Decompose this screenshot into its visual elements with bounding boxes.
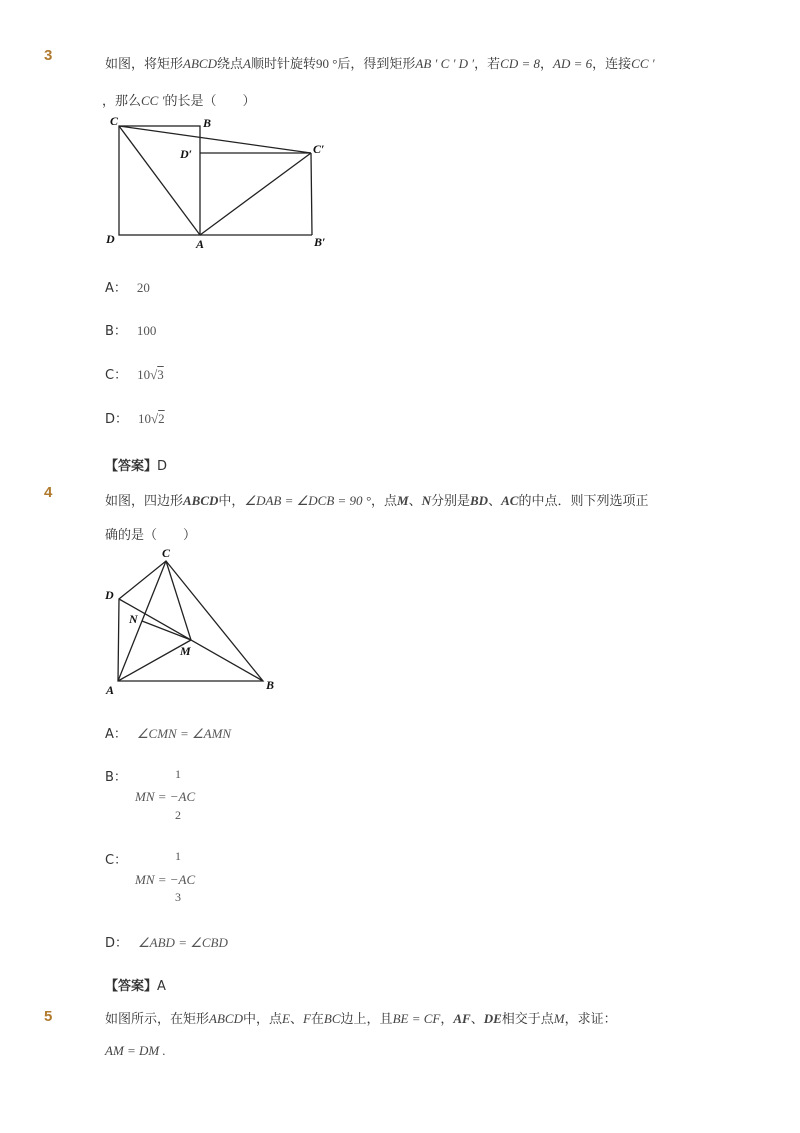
- answer: 【答案】D: [105, 459, 168, 474]
- label-C-prime: C′: [313, 142, 325, 156]
- label-N: N: [129, 612, 138, 626]
- quadrilateral-figure: [100, 543, 290, 698]
- label-B: B: [203, 116, 212, 130]
- fraction-expression: MN = −AC: [135, 789, 196, 804]
- label-B-prime: B′: [314, 235, 326, 249]
- option-c[interactable]: C：: [105, 853, 128, 868]
- answer: 【答案】A: [105, 979, 166, 994]
- label-D-prime: D′: [180, 147, 193, 161]
- question-text-line: 如图，四边形ABCD中，∠DAB = ∠DCB = 90 °，点M、N分别是BD、AC的中点．则下列选项正: [105, 493, 649, 509]
- label-A: A: [196, 237, 205, 251]
- option-d[interactable]: D： 10√2: [105, 411, 165, 427]
- option-c[interactable]: C： 10√3: [105, 367, 164, 383]
- fraction-denominator: 3: [175, 890, 181, 904]
- question-text-line: 如图所示，在矩形ABCD中，点E、F在BC边上，且BE = CF，AF、DE相交于点M，求证：: [105, 1011, 617, 1027]
- option-a[interactable]: A： ∠CMN = ∠AMN: [105, 726, 232, 742]
- label-C: C: [162, 546, 171, 560]
- question-text-line: AM = DM .: [105, 1043, 166, 1058]
- fraction-numerator: 1: [175, 767, 181, 781]
- label-C: C: [110, 114, 119, 128]
- option-d[interactable]: D： ∠ABD = ∠CBD: [105, 935, 228, 951]
- question-text-line: 如图，将矩形ABCD绕点A顺时针旋转90 °后，得到矩形AB ′ C ′ D ′，若CD = 8，AD = 6，连接CC ′: [105, 56, 655, 72]
- label-D: D: [106, 232, 115, 246]
- label-B: B: [266, 678, 275, 692]
- option-b[interactable]: B： 100: [105, 323, 157, 339]
- fraction-expression: MN = −AC: [135, 872, 196, 887]
- fraction-numerator: 1: [175, 849, 181, 863]
- question-number: 5: [44, 1008, 53, 1025]
- label-M: M: [180, 644, 191, 658]
- fraction-denominator: 2: [175, 808, 181, 822]
- label-D: D: [105, 588, 114, 602]
- question-text-line: 确的是（ ）: [105, 528, 197, 543]
- option-b[interactable]: B：: [105, 770, 127, 785]
- label-A: A: [106, 683, 115, 697]
- sqrt-symbol: √: [150, 367, 158, 382]
- rotation-rectangle-figure: [100, 112, 340, 252]
- sqrt-symbol: √: [151, 411, 159, 426]
- question-text-line: ，那么CC ′的长是（ ）: [102, 93, 256, 109]
- option-a[interactable]: A： 20: [105, 280, 150, 296]
- question-number: 4: [44, 484, 53, 501]
- question-number: 3: [44, 47, 53, 64]
